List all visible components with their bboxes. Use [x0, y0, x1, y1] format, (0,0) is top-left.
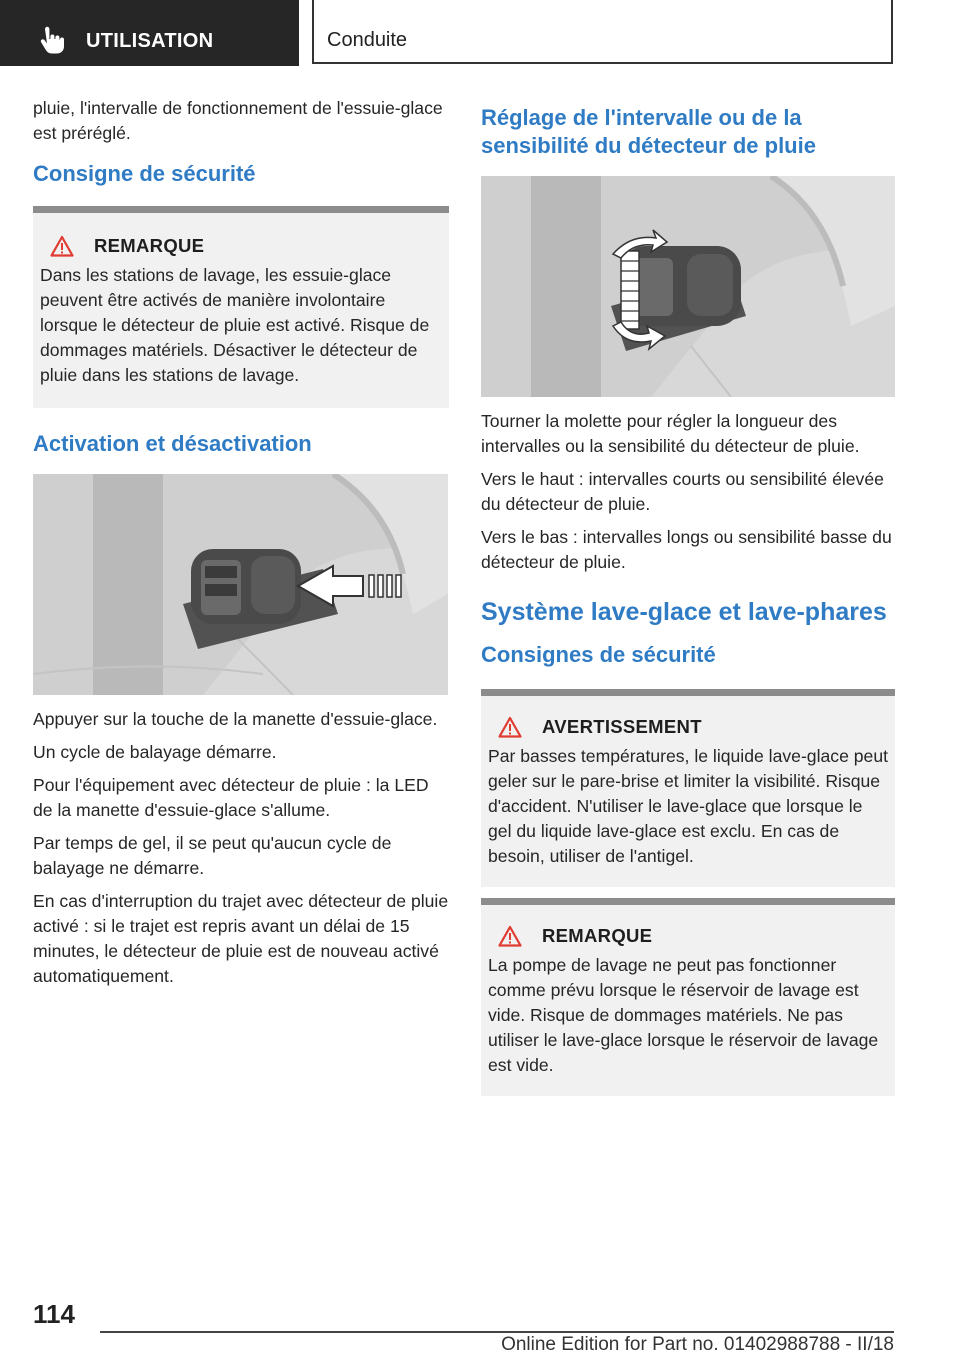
section-title: UTILISATION — [86, 30, 214, 52]
activation-paragraph: Pour l'équipement avec détecteur de pluie : la LED de la manette d'essuie-glace s'allume. — [33, 775, 429, 820]
activation-paragraph: Par temps de gel, il se peut qu'aucun cycle de balayage ne démarre. — [33, 833, 392, 878]
warning-triangle-icon — [50, 235, 74, 257]
wiper-wheel-illustration — [481, 176, 895, 397]
right-column — [481, 104, 895, 1096]
intro-paragraph: pluie, l'intervalle de fonctionnement de l'essuie-glace est préréglé. — [33, 98, 443, 143]
left-column — [33, 96, 449, 997]
warning-box — [481, 689, 895, 887]
edition-info: Online Edition for Part no. 01402988788 - II/18 — [501, 1334, 894, 1355]
wiper-button-figure — [33, 474, 448, 695]
warning-triangle-icon — [498, 716, 522, 738]
washer-heading: Système lave-glace et lave-phares — [481, 598, 887, 626]
note-box-text: Dans les stations de lavage, les essuie-glace peuvent être activés de manière involontaire lorsque le détecteur de pluie est activé. Risque de dommages matériels. Désactiver le détecteur de pluie dans les stations de lavage. — [40, 265, 430, 385]
wiper-stalk-illustration — [33, 474, 448, 695]
page-number: 114 — [33, 1299, 75, 1329]
warning-triangle-icon — [498, 925, 522, 947]
chapter-title: Conduite — [327, 29, 408, 51]
interval-paragraph: Tourner la molette pour régler la longueur des intervalles ou la sensibilité du détecteur de pluie. — [481, 411, 860, 456]
note-box-right-header — [488, 925, 888, 947]
warning-box-title: AVERTISSEMENT — [542, 716, 702, 737]
note-box-header — [40, 235, 442, 257]
interval-paragraph: Vers le bas : intervalles longs ou sensibilité basse du détecteur de pluie. — [481, 527, 892, 572]
activation-paragraph: Un cycle de balayage démarre. — [33, 742, 277, 762]
safety-heading: Consigne de sécurité — [33, 161, 256, 186]
hand-pointer-icon — [36, 26, 66, 56]
note-box-title: REMARQUE — [94, 235, 205, 256]
warning-box-text: Par basses températures, le liquide lave-glace peut geler sur le pare-brise et limiter la visibilité. Risque d'accident. N'utiliser le lave-glace que lorsque le gel du liquide lave-glace est exclu. En cas de besoin, utiliser de l'antigel. — [488, 746, 888, 866]
chapter-frame — [312, 0, 893, 64]
safety-heading-right: Consignes de sécurité — [481, 642, 716, 667]
activation-paragraph: Appuyer sur la touche de la manette d'essuie-glace. — [33, 709, 438, 729]
note-box-right — [481, 898, 895, 1096]
section-tab — [0, 0, 299, 66]
note-box — [33, 206, 449, 408]
note-box-right-title: REMARQUE — [542, 925, 653, 946]
note-box-right-text: La pompe de lavage ne peut pas fonctionner comme prévu lorsque le réservoir de lavage est vide. Risque de dommages matériels. Ne pas utiliser le lave-glace lorsque le réservoir de lavage est vide. — [488, 955, 879, 1075]
interval-paragraph: Vers le haut : intervalles courts ou sensibilité élevée du détecteur de pluie. — [481, 469, 884, 514]
activation-heading: Activation et désactivation — [33, 431, 312, 456]
warning-box-header — [488, 716, 888, 738]
wiper-wheel-figure — [481, 176, 895, 397]
activation-paragraph: En cas d'interruption du trajet avec détecteur de pluie activé : si le trajet est repris avant un délai de 15 minutes, le détecteur de pluie est de nouveau activé automatiquement. — [33, 891, 449, 986]
interval-heading: Réglage de l'intervalle ou de la sensibilité du détecteur de pluie — [481, 105, 816, 158]
footer-divider — [100, 1331, 894, 1333]
